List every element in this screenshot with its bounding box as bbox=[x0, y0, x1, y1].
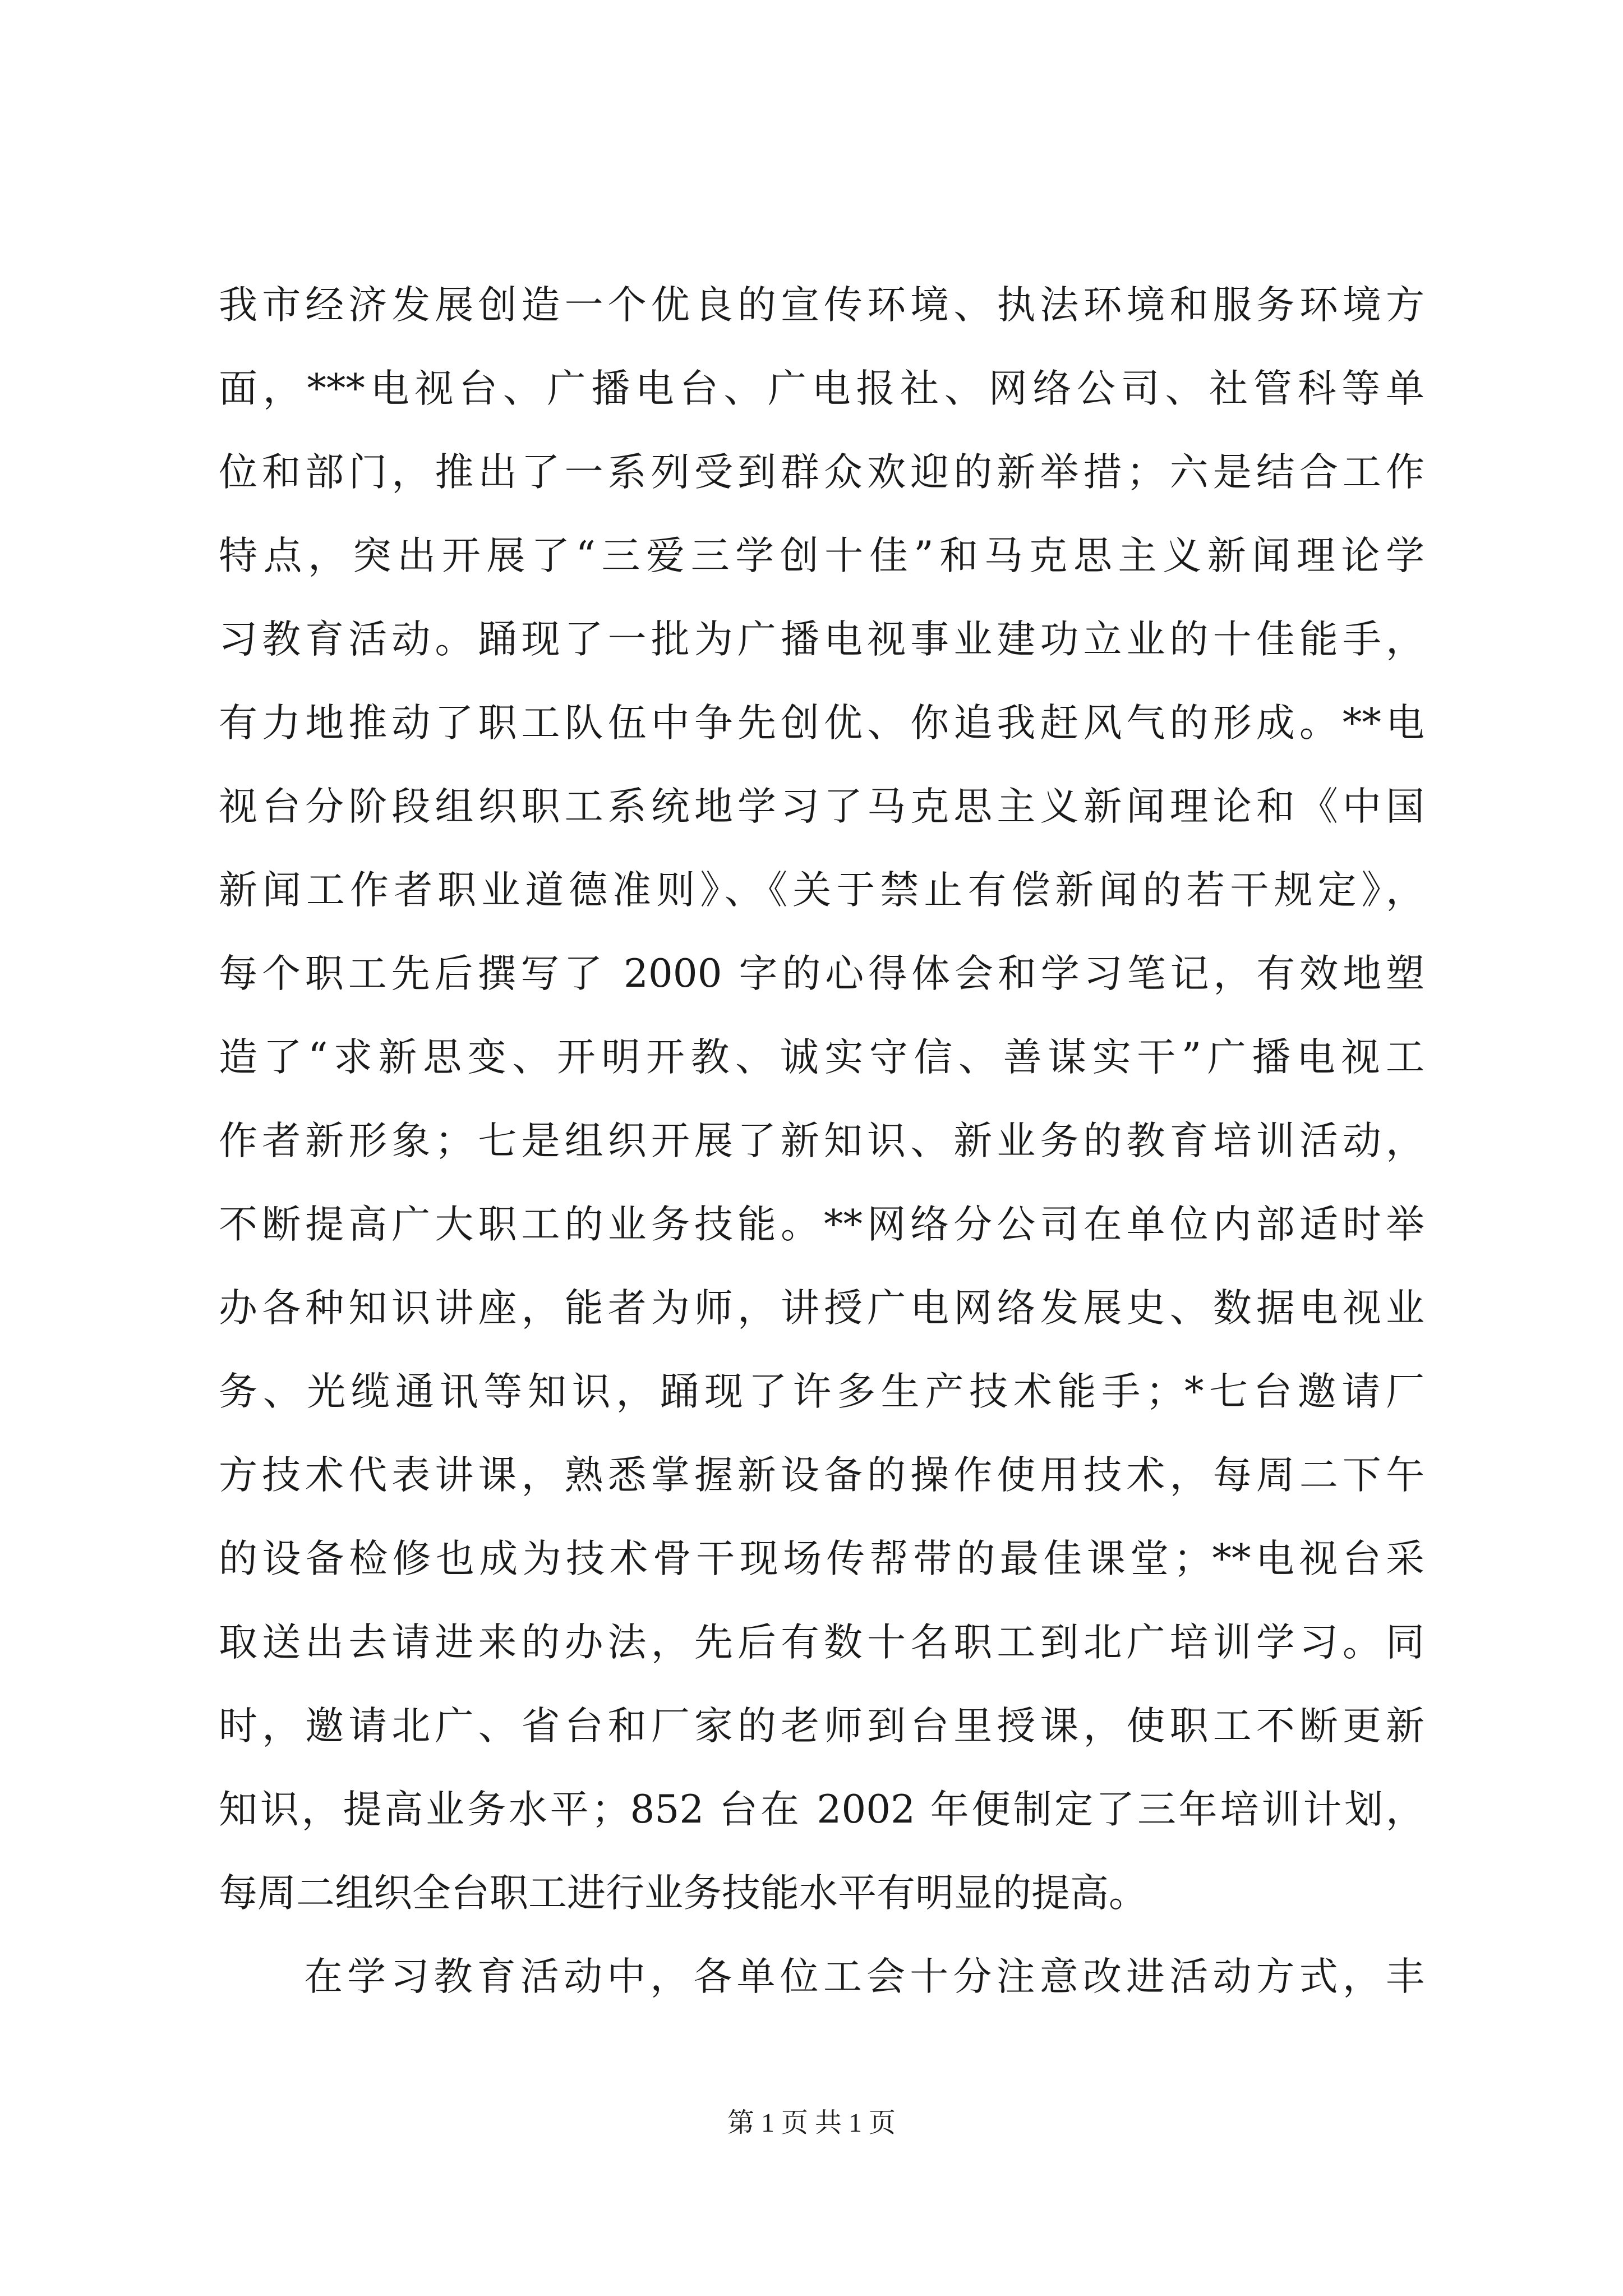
text-line: 造了“求新思变、开明开教、诚实守信、善谋实干”广播电视工 bbox=[219, 1035, 1424, 1080]
text-line: 办各种知识讲座，能者为师，讲授广电网络发展史、数据电视业 bbox=[219, 1286, 1424, 1331]
paragraph-start-line: 在学习教育活动中，各单位工会十分注意改进活动方式，丰 bbox=[304, 1954, 1424, 1999]
text-line: 视台分阶段组织职工系统地学习了马克思主义新闻理论和《中国 bbox=[219, 784, 1424, 829]
text-line: 我市经济发展创造一个优良的宣传环境、执法环境和服务环境方 bbox=[219, 283, 1424, 328]
text-line: 时，邀请北广、省台和厂家的老师到台里授课，使职工不断更新 bbox=[219, 1704, 1424, 1749]
text-line: 作者新形象；七是组织开展了新知识、新业务的教育培训活动， bbox=[219, 1119, 1424, 1163]
text-line: 位和部门，推出了一系列受到群众欢迎的新举措；六是结合工作 bbox=[219, 450, 1424, 495]
text-line: 务、光缆通讯等知识，踊现了许多生产技术能手；*七台邀请厂 bbox=[219, 1369, 1424, 1414]
text-line: 方技术代表讲课，熟悉掌握新设备的操作使用技术，每周二下午 bbox=[219, 1453, 1424, 1498]
text-line: 取送出去请进来的办法，先后有数十名职工到北广培训学习。同 bbox=[219, 1620, 1424, 1665]
text-line: 有力地推动了职工队伍中争先创优、你追我赶风气的形成。**电 bbox=[219, 701, 1424, 746]
paragraph-end-line: 每周二组织全台职工进行业务技能水平有明显的提高。 bbox=[219, 1871, 1147, 1916]
text-line: 习教育活动。踊现了一批为广播电视事业建功立业的十佳能手， bbox=[219, 617, 1424, 662]
text-line: 不断提高广大职工的业务技能。**网络分公司在单位内部适时举 bbox=[219, 1202, 1424, 1247]
text-line: 特点，突出开展了“三爱三学创十佳”和马克思主义新闻理论学 bbox=[219, 533, 1424, 578]
document-body bbox=[219, 264, 1424, 2019]
text-line: 新闻工作者职业道德准则》、《关于禁止有偿新闻的若干规定》， bbox=[219, 868, 1424, 913]
text-line: 面，***电视台、广播电台、广电报社、网络公司、社管科等单 bbox=[219, 366, 1424, 411]
text-line: 知识，提高业务水平；852 台在 2002 年便制定了三年培训计划， bbox=[219, 1787, 1424, 1832]
page-footer: 第 1 页 共 1 页 bbox=[727, 2108, 896, 2138]
text-line: 每个职工先后撰写了 2000 字的心得体会和学习笔记，有效地塑 bbox=[219, 951, 1424, 996]
text-line: 的设备检修也成为技术骨干现场传帮带的最佳课堂；**电视台采 bbox=[219, 1536, 1424, 1581]
